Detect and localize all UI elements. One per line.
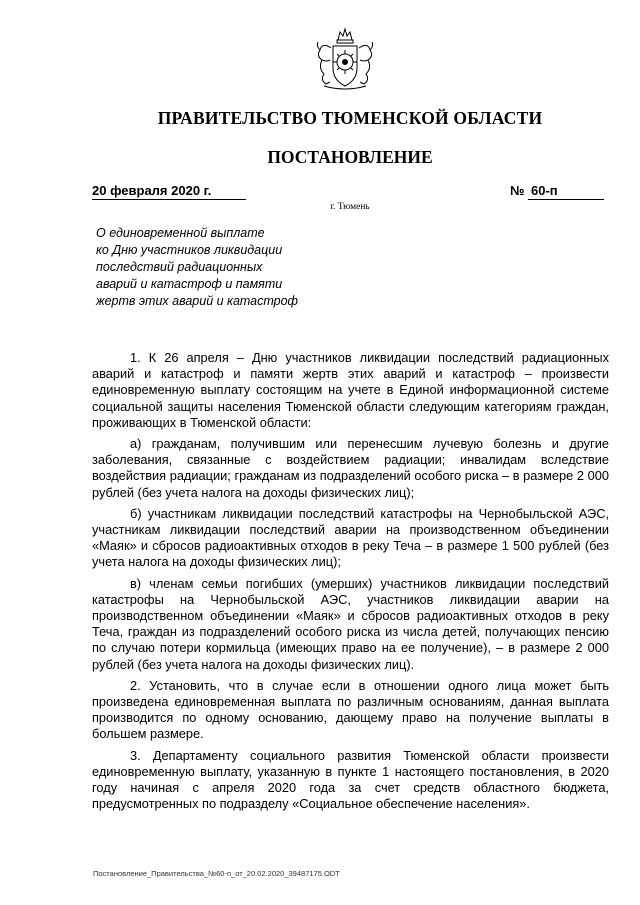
government-title: ПРАВИТЕЛЬСТВО ТЮМЕНСКОЙ ОБЛАСТИ xyxy=(157,108,543,128)
document-body xyxy=(92,350,609,817)
footer-filename: Постановление_Правительства_№60-п_от_20.02.2020_39487175.ODT xyxy=(93,869,340,878)
paragraph-2: 2. Установить, что в случае если в отношении одного лица может быть произведена единовременная выплата по различным основаниям, данная выплата производится по одному основанию, дающему право на получение выплаты в большем размере. xyxy=(92,677,609,742)
subject-line: ко Дню участников ликвидации xyxy=(96,243,283,257)
document-type-title: ПОСТАНОВЛЕНИЕ xyxy=(267,147,433,167)
paragraph-1c: в) членам семьи погибших (умерших) участников ликвидации последствий катастрофы на Чернобыльской АЭС, участников ликвидации аварии на производственном объединении «Маяк» и сбросов радиоактивных отходов в реку Теча, граждан из подразделений особого риска из числа детей, получающих пенсию по случаю потери кормильца (имеющих право на ее получение), – в размере 2 000 рублей (без учета налога на доходы физических лиц). xyxy=(92,575,609,672)
document-number: 60-п xyxy=(528,183,604,200)
paragraph-1b: б) участникам ликвидации последствий катастрофы на Чернобыльской АЭС, участникам ликвидации последствий аварии на производственном объединении «Маяк» и сбросов радиоактивных отходов в реку Теча – в размере 1 500 рублей (без учета налога на доходы физических лиц); xyxy=(92,505,609,570)
paragraph-3: 3. Департаменту социального развития Тюменской области произвести единовременную выплату, указанную в пункте 1 настоящего постановления, в 2020 году начиная с апреля 2020 года за счет средств областного бюджета, предусмотренных по подразделу «Социальное обеспечение населения». xyxy=(92,747,609,812)
document-number-label: № xyxy=(510,183,525,198)
paragraph-1a: а) гражданам, получившим или перенесшим лучевую болезнь и другие заболевания, связанные с воздействием радиации; инвалидам вследствие воздействия радиации; гражданам из подразделений особого риска – в размере 2 000 рублей (без учета налога на доходы физических лиц); xyxy=(92,436,609,500)
city-label: г. Тюмень xyxy=(330,202,370,212)
subject-line: жертв этих аварий и катастроф xyxy=(96,294,299,308)
subject-line: аварий и катастроф и памяти xyxy=(96,277,283,291)
paragraph-1: 1. К 26 апреля – Дню участников ликвидации последствий радиационных аварий и катастроф и памяти жертв этих аварий и катастроф – произвести единовременную выплату состоящим на учете в Единой информационной системе социальной защиты населения Тюменской области следующим категориям граждан, проживающих в Тюменской области: xyxy=(92,350,609,430)
coat-of-arms-icon xyxy=(300,26,390,96)
document-date: 20 февраля 2020 г. xyxy=(92,183,246,200)
document-subject xyxy=(96,225,396,310)
subject-line: последствий радиационных xyxy=(96,260,263,274)
subject-line: О единовременной выплате xyxy=(96,226,265,240)
